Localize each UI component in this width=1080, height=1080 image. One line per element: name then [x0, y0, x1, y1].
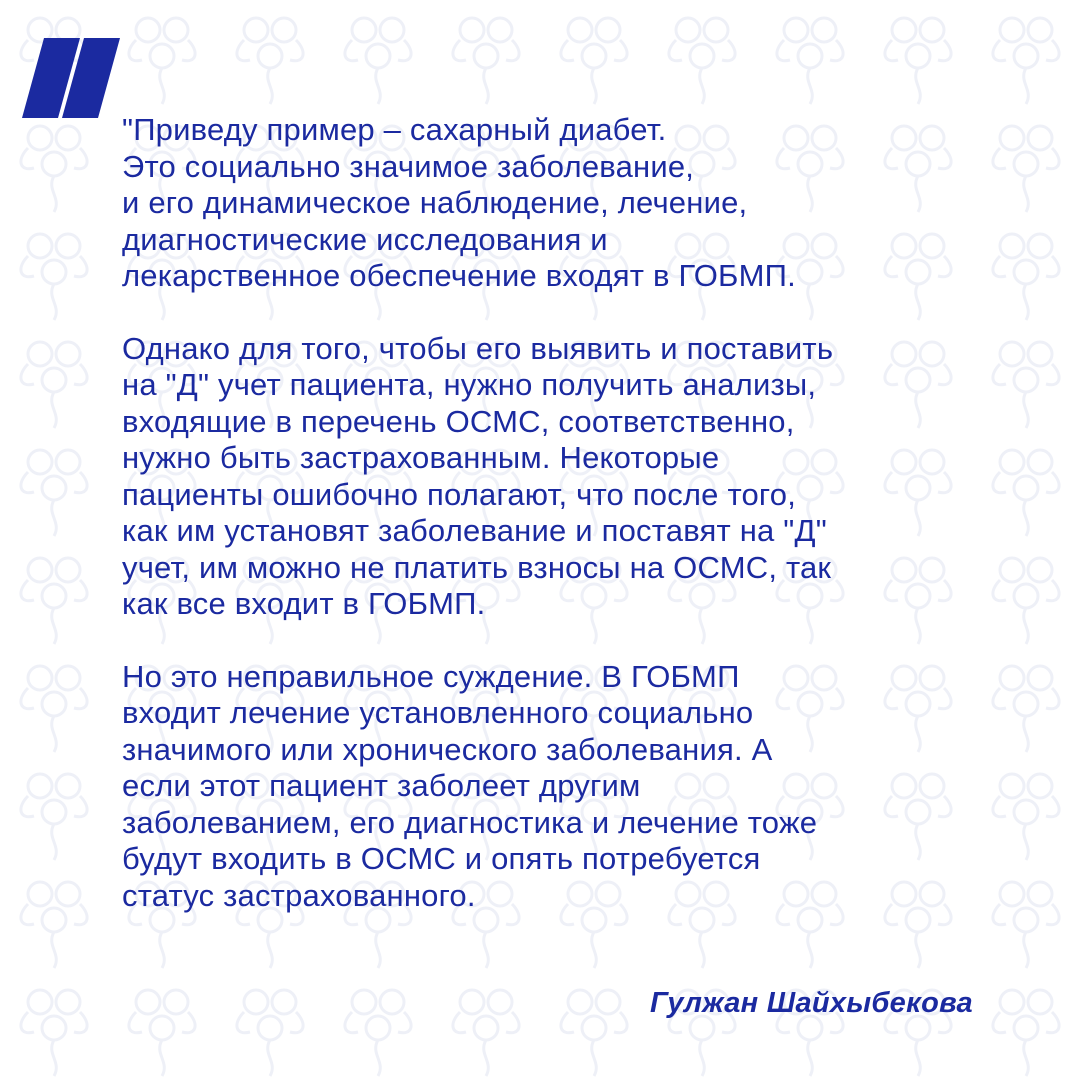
author-name: Гулжан Шайхыбекова: [650, 987, 973, 1019]
quote-text: [122, 112, 1052, 914]
quotation-mark-icon: [22, 38, 120, 118]
quote-paragraph-1: "Приведу пример – сахарный диабет. Это социально значимое заболевание, и его динамическое наблюдение, лечение, диагностические исследования и лекарственное обеспечение входят в ГОБМП.: [122, 112, 796, 293]
quote-paragraph-3: Но это неправильное суждение. В ГОБМП входит лечение установленного социально значимого или хронического заболевания. А если этот пациент заболеет другим заболеванием, его диагностика и лечение тоже будут входить в ОСМС и опять потребуется статус застрахованного.: [122, 658, 818, 913]
quote-paragraph-2: Однако для того, чтобы его выявить и поставить на "Д" учет пациента, нужно получить анализы, входящие в перечень ОСМС, соответственно, нужно быть застрахованным. Некоторые пациенты ошибочно полагают, что после того, как им установят заболевание и поставят на "Д" учет, им можно не платить взносы на ОСМС, так как все входит в ГОБМП.: [122, 330, 834, 621]
